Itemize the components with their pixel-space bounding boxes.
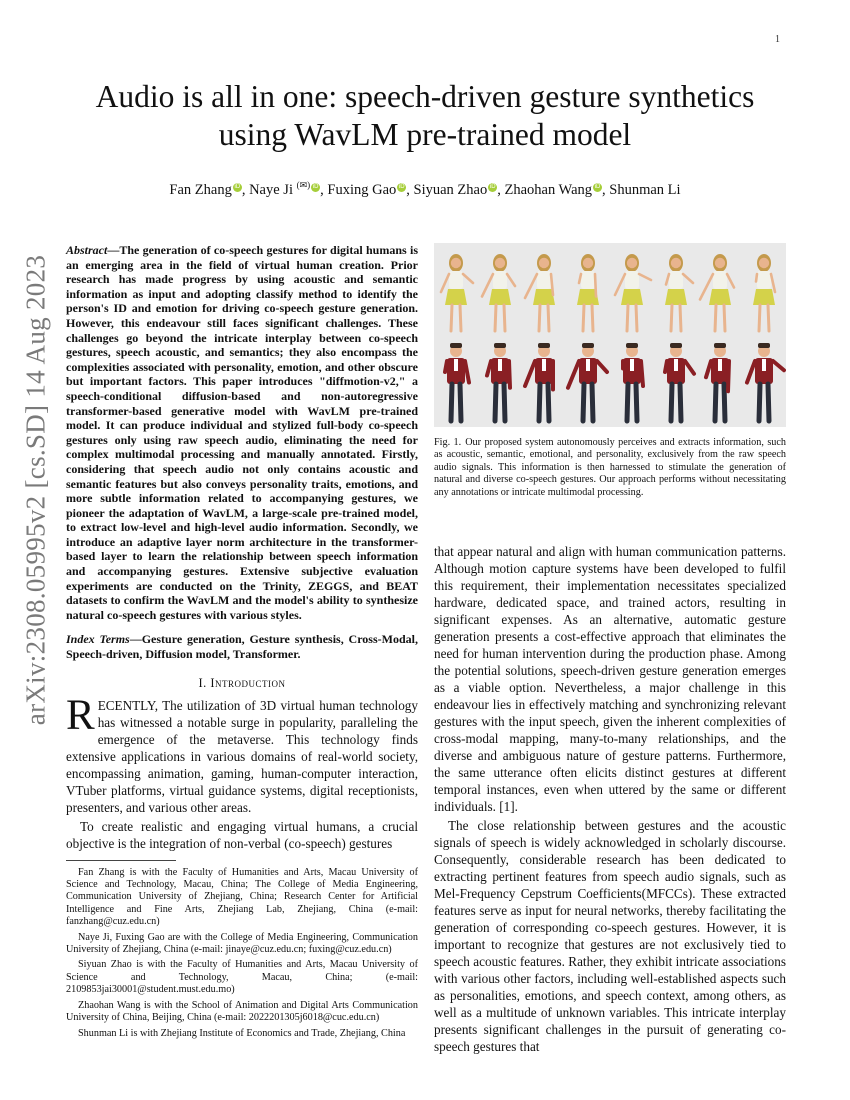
male-hair bbox=[714, 343, 726, 348]
orcid-icon[interactable]: iD bbox=[594, 184, 601, 190]
index-terms bbox=[66, 632, 418, 661]
male-arm bbox=[465, 361, 469, 383]
male-arm bbox=[568, 361, 579, 388]
female-arm bbox=[441, 274, 449, 292]
female-torso bbox=[537, 271, 551, 289]
figure-1-image bbox=[434, 243, 786, 427]
orcid-icon[interactable]: iD bbox=[489, 184, 496, 190]
avatar-gesture-illustration bbox=[434, 243, 786, 427]
male-hair bbox=[494, 343, 506, 348]
arxiv-identifier: arXiv:2308.05995v2 [cs.SD] 14 Aug 2023 bbox=[20, 254, 51, 726]
footnote: Siyuan Zhao is with the Faculty of Humanities and Arts, Macau University of Science and Technology, Macau, China; (e-mail: 2109853jai30001@student.must.edu.mo) bbox=[66, 959, 418, 996]
male-leg bbox=[451, 384, 452, 421]
male-arm bbox=[525, 361, 535, 386]
female-leg bbox=[495, 305, 496, 331]
female-head bbox=[671, 258, 681, 268]
female-leg bbox=[548, 305, 549, 331]
left-column bbox=[66, 243, 418, 1043]
arxiv-stamp bbox=[10, 254, 62, 726]
female-arm bbox=[756, 274, 757, 282]
abstract-text: —The generation of co-speech gestures for digital humans is an emerging area in the field of virtual human creation. Prior research has made progress by using acoustic and semantic information as input and adopting classify method to identify the person's ID and emotion for driving co-speech gesture generation. However, this endeavour still faces significant challenges. These challenges go beyond the intricate interplay between co-speech gestures, speech acoustic, and semantics; they also encompass the complexities associated with personality, emotion, and other obscure but important factors. This paper introduces "diffmotion-v2," a speech-conditional diffusion-based and non-autoregressive transformer-based generative model with WavLM pre-trained model. It can produce individual and stylized full-body co-speech gestures only using raw speech audio, eliminating the need for complex multimodal processing and manually annotated. Firstly, considering that speech audio not only contains acoustic and semantic features but also conveys personality traits, emotions, and more subtle information related to accompanying gestures, we pioneer the adaptation of WavLM, a large-scale pre-trained model, to extract low-level and high-level audio information. Secondly, we introduce an adaptive layer norm architecture in the transformer-based layer to learn the relationship between speech information and accompanying gestures. Extensive subjective evaluation experiments are conducted on the Trinity, ZEGGS, and BEAT datasets to confirm the WavLM and the model's ability to synthesize natural co-speech gestures with various styles. bbox=[66, 243, 418, 622]
paper-title bbox=[60, 78, 790, 154]
male-leg bbox=[504, 384, 505, 421]
female-leg bbox=[671, 305, 672, 331]
intro-paragraph-1 bbox=[66, 691, 418, 816]
female-skirt bbox=[445, 289, 467, 305]
male-leg bbox=[583, 384, 584, 421]
female-leg bbox=[451, 305, 452, 331]
male-leg bbox=[636, 384, 637, 421]
footnote: Zhaohan Wang is with the School of Animation and Digital Arts Communication University of China, Beijing, China (e-mail: 2022201305j6018@cuc.edu.cn) bbox=[66, 999, 418, 1024]
male-arm bbox=[445, 361, 447, 372]
right-paragraph-1: that appear natural and align with human communication patterns. Although motion capture systems have been developed to fulfil this requirement, their implementation necessitates specialized hardware, dedicated space, and trained actors, resulting in significant expenses. As an alternative, automatic gesture generation presents a cost-effective approach that eliminates the need for human intervention during the production phase. Among the potential solutions, speech-driven gesture generation emerges as a viable option. Nevertheless, a major challenge in this endeavour lies in effectively matching and synchronizing relevant gestures with the input speech, given the inherent complexities of cross-modal mapping, many-to-many relationships, and the diverse and ambiguous nature of gesture patterns. Furthermore, the same utterance often elicits distinct gestures at different temporal instances, even when uttered by the same or different individuals. [1]. bbox=[434, 544, 786, 815]
female-head bbox=[495, 258, 505, 268]
orcid-icon[interactable]: iD bbox=[312, 184, 319, 190]
footnote: Naye Ji, Fuxing Gao are with the College of Media Engineering, Communication University of Zhejiang, China (e-mail: jinaye@cuz.edu.cn; fuxing@cuz.edu.cn) bbox=[66, 931, 418, 956]
male-hair bbox=[670, 343, 682, 348]
abstract-lead: Abstract bbox=[66, 243, 108, 257]
male-shirt bbox=[498, 359, 502, 371]
author-name: Naye Ji bbox=[249, 182, 293, 198]
male-shirt bbox=[762, 359, 766, 371]
footnote: Fan Zhang is with the Faculty of Humanities and Arts, Macau University of Science and Technology, Macau, China; The College of Media Engineering, Communication University of Zhejiang, China; Research Center for Artificial Intelligence and Fine Arts, Zhejiang Lab, Zhejiang, China (e-mail: fanzhang@cuz.edu.cn) bbox=[66, 866, 418, 928]
female-leg bbox=[636, 305, 637, 331]
female-leg bbox=[583, 305, 584, 331]
female-head bbox=[583, 258, 593, 268]
author-name: Siyuan Zhao bbox=[413, 182, 488, 198]
female-arm bbox=[507, 274, 515, 286]
female-torso bbox=[581, 271, 595, 289]
author-separator: , bbox=[320, 182, 328, 198]
orcid-icon[interactable]: iD bbox=[234, 184, 241, 190]
female-head bbox=[715, 258, 725, 268]
female-leg bbox=[460, 305, 461, 331]
female-head bbox=[627, 258, 637, 268]
male-arm bbox=[487, 361, 491, 376]
author-name: Shunman Li bbox=[609, 182, 681, 198]
index-terms-lead: Index Terms bbox=[66, 632, 130, 647]
figure-label: Fig. 1. bbox=[434, 437, 462, 448]
female-arm bbox=[666, 274, 669, 285]
author-name: Fan Zhang bbox=[169, 182, 232, 198]
title-line-1: Audio is all in one: speech-driven gesture synthetics bbox=[95, 79, 755, 114]
female-leg bbox=[715, 305, 716, 331]
orcid-icon[interactable]: iD bbox=[398, 184, 405, 190]
footnote-divider bbox=[66, 860, 176, 861]
female-head bbox=[539, 258, 549, 268]
female-skirt bbox=[621, 289, 643, 305]
male-leg bbox=[759, 384, 760, 421]
footnotes bbox=[66, 867, 418, 1040]
dropcap: R bbox=[66, 691, 95, 739]
male-leg bbox=[680, 384, 681, 421]
section-heading: I. Introduction bbox=[198, 675, 286, 690]
female-torso bbox=[669, 271, 683, 289]
male-shirt bbox=[674, 359, 678, 371]
right-paragraph-2: The close relationship between gestures and the acoustic signals of speech is widely acknowledged in scholarly discourse. Consequently, considerable research has been dedicated to extracting pertinent features from speech audio signals, such as Mel-Frequency Cepstrum Coefficients(MFCCs). These extracted features serve as input for neural networks, thereby facilitating the generation of corresponding co-speech gestures. However, it is important to recognize that gestures are not exclusively tied to speech acoustic features. Rather, they exhibit intricate associations with various other factors, including well-established aspects such as personalities, emotions, and speech context, among others, as well as a multitude of unknown variables. This intricate interplay presents significant challenges in the pursuit of generating co-speech gestures that bbox=[434, 818, 786, 1055]
male-shirt bbox=[718, 359, 722, 371]
right-column bbox=[434, 243, 786, 1055]
male-arm bbox=[685, 361, 694, 374]
author-separator: , bbox=[241, 182, 250, 198]
page-number: 1 bbox=[775, 34, 780, 45]
male-hair bbox=[450, 343, 462, 348]
figure-caption-text: Our proposed system autonomously perceives and extracts information, such as acoustic, semantic, emotional, and personality, exclusively from the raw speech audio signals. This information is then harnessed to stimulate the generation of natural and diverse co-speech gestures. Our approach performs without necessitating any annotations or intricate multimodal processing. bbox=[434, 437, 786, 498]
intro-paragraph-1-text: ECENTLY, The utilization of 3D virtual human technology has witnessed a notable surge in popularity, paralleling the emergence of the metaverse. This technology finds extensive applications in various domains of real-world society, encompassing animation, gaming, human-computer interaction, VTuber platforms, virtual guidance systems, digital receptionists, presenters, and various other areas. bbox=[66, 697, 418, 815]
abstract bbox=[66, 243, 418, 622]
female-leg bbox=[539, 305, 540, 331]
female-arm bbox=[727, 274, 734, 288]
female-leg bbox=[768, 305, 769, 331]
male-leg bbox=[715, 384, 716, 421]
male-leg bbox=[495, 384, 496, 421]
male-arm bbox=[747, 361, 755, 383]
male-hair bbox=[626, 343, 638, 348]
female-torso bbox=[493, 271, 507, 289]
intro-paragraph-2: To create realistic and engaging virtual humans, a crucial objective is the integration of non-verbal (co-speech) gestures bbox=[66, 818, 418, 851]
male-leg bbox=[768, 384, 769, 421]
author-name: Fuxing Gao bbox=[327, 182, 397, 198]
male-arm bbox=[641, 361, 643, 386]
female-skirt bbox=[665, 289, 687, 305]
male-shirt bbox=[542, 359, 546, 371]
male-shirt bbox=[586, 359, 590, 371]
author-name: Zhaohan Wang bbox=[504, 182, 593, 198]
female-head bbox=[451, 258, 461, 268]
male-arm bbox=[509, 361, 510, 388]
mail-icon: (✉) bbox=[296, 180, 311, 190]
author-separator: , bbox=[406, 182, 414, 198]
female-leg bbox=[759, 305, 760, 331]
female-leg bbox=[592, 305, 593, 331]
female-arm bbox=[683, 274, 693, 283]
female-arm bbox=[639, 274, 651, 280]
female-arm bbox=[579, 274, 581, 283]
index-terms-text: —Gesture generation, Gesture synthesis, Cross-Modal, Speech-driven, Diffusion model, Transformer. bbox=[66, 632, 418, 662]
author-separator: , bbox=[497, 182, 505, 198]
female-head bbox=[759, 258, 769, 268]
author-list bbox=[60, 175, 790, 200]
female-skirt bbox=[753, 289, 775, 305]
right-body bbox=[434, 543, 786, 1055]
author-separator: , bbox=[602, 182, 610, 198]
female-arm bbox=[595, 274, 596, 297]
male-arm bbox=[597, 361, 607, 372]
male-arm bbox=[665, 361, 667, 372]
male-leg bbox=[724, 384, 725, 421]
female-leg bbox=[504, 305, 505, 331]
male-leg bbox=[671, 384, 672, 421]
female-torso bbox=[757, 271, 771, 289]
male-arm bbox=[773, 361, 784, 370]
female-skirt bbox=[489, 289, 511, 305]
title-line-2: using WavLM pre-trained model bbox=[218, 117, 632, 152]
female-torso bbox=[449, 271, 463, 289]
female-leg bbox=[627, 305, 628, 331]
footnote: Shunman Li is with Zhejiang Institute of Economics and Trade, Zhejiang, China bbox=[78, 1027, 406, 1039]
male-leg bbox=[548, 384, 549, 421]
male-hair bbox=[758, 343, 770, 348]
female-torso bbox=[713, 271, 727, 289]
female-leg bbox=[724, 305, 725, 331]
male-leg bbox=[592, 384, 593, 421]
male-hair bbox=[538, 343, 550, 348]
male-leg bbox=[539, 384, 540, 421]
male-arm bbox=[706, 361, 711, 377]
male-leg bbox=[460, 384, 461, 421]
male-arm bbox=[728, 361, 729, 391]
female-leg bbox=[680, 305, 681, 331]
male-hair bbox=[582, 343, 594, 348]
male-leg bbox=[627, 384, 628, 421]
figure-caption bbox=[434, 437, 786, 499]
male-shirt bbox=[630, 359, 634, 371]
female-arm bbox=[463, 274, 473, 283]
male-shirt bbox=[454, 359, 458, 371]
female-skirt bbox=[709, 289, 731, 305]
female-torso bbox=[625, 271, 639, 289]
